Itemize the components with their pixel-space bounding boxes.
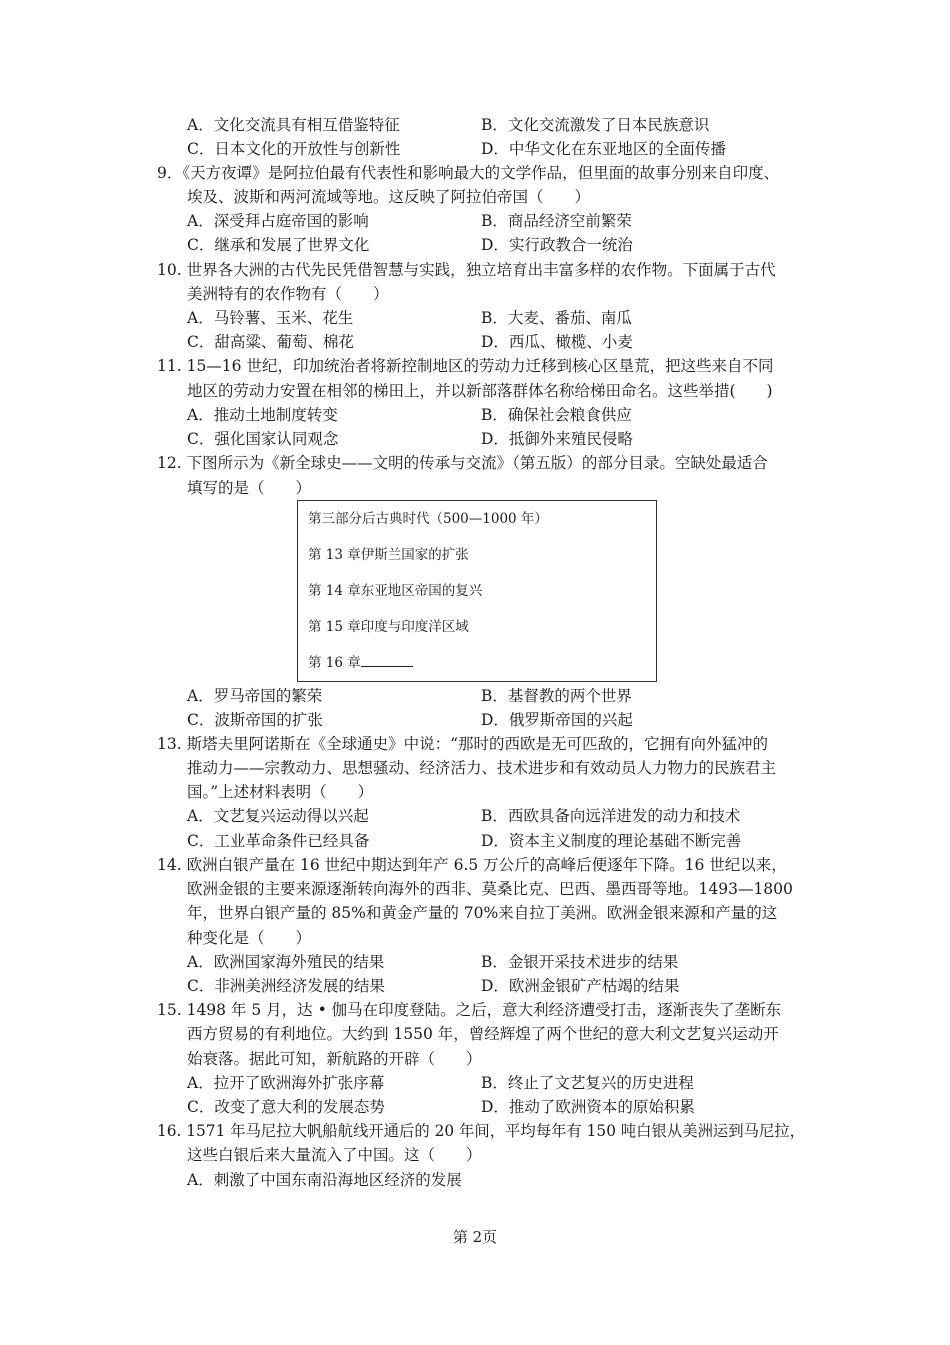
- q11-option-c: C．强化国家认同观念: [187, 430, 339, 448]
- q13-option-d: D．资本主义制度的理论基础不断完善: [481, 832, 742, 850]
- q14-stem-line2: 欧洲金银的主要来源逐渐转向海外的西非、莫桑比克、巴西、墨西哥等地。1493—1800: [187, 880, 793, 898]
- q10-option-d: D．西瓜、橄榄、小麦: [481, 333, 633, 351]
- q11-option-b: B．确保社会粮食供应: [481, 406, 632, 424]
- q10-stem-line1: 10. 世界各大洲的古代先民凭借智慧与实践，独立培育出丰富多样的农作物。下面属于古代: [157, 261, 776, 279]
- q14-option-d: D．欧洲金银矿产枯竭的结果: [481, 977, 680, 995]
- q9-option-c: C．继承和发展了世界文化: [187, 236, 370, 254]
- q10-option-c: C．甜高粱、葡萄、棉花: [187, 333, 354, 351]
- q13-option-a: A．文艺复兴运动得以兴起: [187, 807, 369, 825]
- q12-option-a: A．罗马帝国的繁荣: [187, 687, 323, 705]
- q8-option-d: D．中华文化在东亚地区的全面传播: [481, 140, 726, 158]
- q12-option-c: C．波斯帝国的扩张: [187, 711, 323, 729]
- page-number: 第 2页: [452, 1228, 498, 1246]
- q14-option-c: C．非洲美洲经济发展的结果: [187, 977, 385, 995]
- q8-option-b: B．文化交流激发了日本民族意识: [481, 116, 710, 134]
- toc-chapter-15: 第 15 章印度与印度洋区域: [308, 619, 469, 635]
- toc-part-heading: 第三部分后古典时代（500—1000 年）: [308, 511, 548, 527]
- q9-option-b: B．商品经济空前繁荣: [481, 212, 632, 230]
- q15-option-d: D．推动了欧洲资本的原始积累: [481, 1098, 695, 1116]
- q14-option-a: A．欧洲国家海外殖民的结果: [187, 953, 385, 971]
- q10-option-a: A．马铃薯、玉米、花生: [187, 309, 354, 327]
- toc-chapter-13: 第 13 章伊斯兰国家的扩张: [308, 547, 469, 563]
- q13-option-b: B．西欧具备向远洋进发的动力和技术: [481, 807, 741, 825]
- q13-stem-line3: 国。”上述材料表明（ ）: [187, 783, 374, 801]
- q15-stem-line3: 始衰落。据此可知，新航路的开辟（ ）: [187, 1050, 482, 1068]
- q12-stem-line2: 填写的是（ ）: [187, 479, 312, 497]
- q13-stem-line1: 13. 斯塔夫里阿诺斯在《全球通史》中说：“那时的西欧是无可匹敌的，它拥有向外猛冲的: [157, 735, 769, 753]
- q11-stem-line2: 地区的劳动力安置在相邻的梯田上，并以新部落群体名称给梯田命名。这些举措( ): [187, 382, 773, 400]
- q15-option-b: B．终止了文艺复兴的历史进程: [481, 1074, 694, 1092]
- q15-stem-line1: 15. 1498 年 5 月，达 • 伽马在印度登陆。之后，意大利经济遭受打击，逐渐丧失了垄断东: [157, 1001, 782, 1019]
- q9-option-a: A．深受拜占庭帝国的影响: [187, 212, 369, 230]
- q9-stem-line2: 埃及、波斯和两河流域等地。这反映了阿拉伯帝国（ ）: [187, 188, 591, 206]
- q16-stem-line2: 这些白银后来大量流入了中国。这（ ）: [187, 1146, 482, 1164]
- toc-chapter-16: [308, 654, 413, 672]
- q16-stem-line1: 16. 1571 年马尼拉大帆船航线开通后的 20 年间，平均每年有 150 吨白银从美洲运到马尼拉，: [157, 1122, 806, 1140]
- q9-stem-line1: 9．《天方夜谭》是阿拉伯最有代表性和影响最大的文学作品，但里面的故事分别来自印度、: [157, 164, 780, 182]
- q12-option-d: D．俄罗斯帝国的兴起: [481, 711, 633, 729]
- q11-option-d: D．抵御外来殖民侵略: [481, 430, 633, 448]
- q11-option-a: A．推动土地制度转变: [187, 406, 338, 424]
- table-of-contents-box: [297, 500, 657, 682]
- q8-option-c: C．日本文化的开放性与创新性: [187, 140, 401, 158]
- toc-chapter-16-label: 第 16 章: [308, 655, 361, 671]
- q15-stem-line2: 西方贸易的有利地位。大约到 1550 年，曾经辉煌了两个世纪的意大利文艺复兴运动开: [187, 1025, 779, 1043]
- q13-option-c: C．工业革命条件已经具备: [187, 832, 370, 850]
- q15-option-c: C．改变了意大利的发展态势: [187, 1098, 385, 1116]
- toc-chapter-14: 第 14 章东亚地区帝国的复兴: [308, 583, 483, 599]
- q12-stem-line1: 12. 下图所示为《新全球史——文明的传承与交流》（第五版）的部分目录。空缺处最适合: [157, 454, 768, 472]
- q8-option-a: A．文化交流具有相互借鉴特征: [187, 116, 400, 134]
- q10-stem-line2: 美洲特有的农作物有（ ）: [187, 285, 389, 303]
- q14-option-b: B．金银开采技术进步的结果: [481, 953, 679, 971]
- q13-stem-line2: 推动力——宗教动力、思想骚动、经济活力、技术进步和有效动员人力物力的民族君主: [187, 759, 777, 777]
- q16-option-a: A．刺激了中国东南沿海地区经济的发展: [187, 1171, 462, 1189]
- q14-stem-line4: 种变化是（ ）: [187, 929, 312, 947]
- q14-stem-line1: 14. 欧洲白银产量在 16 世纪中期达到年产 6.5 万公斤的高峰后便逐年下降。16 世纪以来，: [157, 856, 787, 874]
- answer-blank: [361, 654, 413, 667]
- q9-option-d: D．实行政教合一统治: [481, 236, 633, 254]
- q12-option-b: B．基督教的两个世界: [481, 687, 632, 705]
- q14-stem-line3: 年，世界白银产量的 85%和黄金产量的 70%来自拉丁美洲。欧洲金银来源和产量的这: [187, 904, 778, 922]
- q11-stem-line1: 11. 15—16 世纪，印加统治者将新控制地区的劳动力迁移到核心区垦荒，把这些来自不同: [157, 357, 774, 375]
- q10-option-b: B．大麦、番茄、南瓜: [481, 309, 632, 327]
- q15-option-a: A．拉开了欧洲海外扩张序幕: [187, 1074, 385, 1092]
